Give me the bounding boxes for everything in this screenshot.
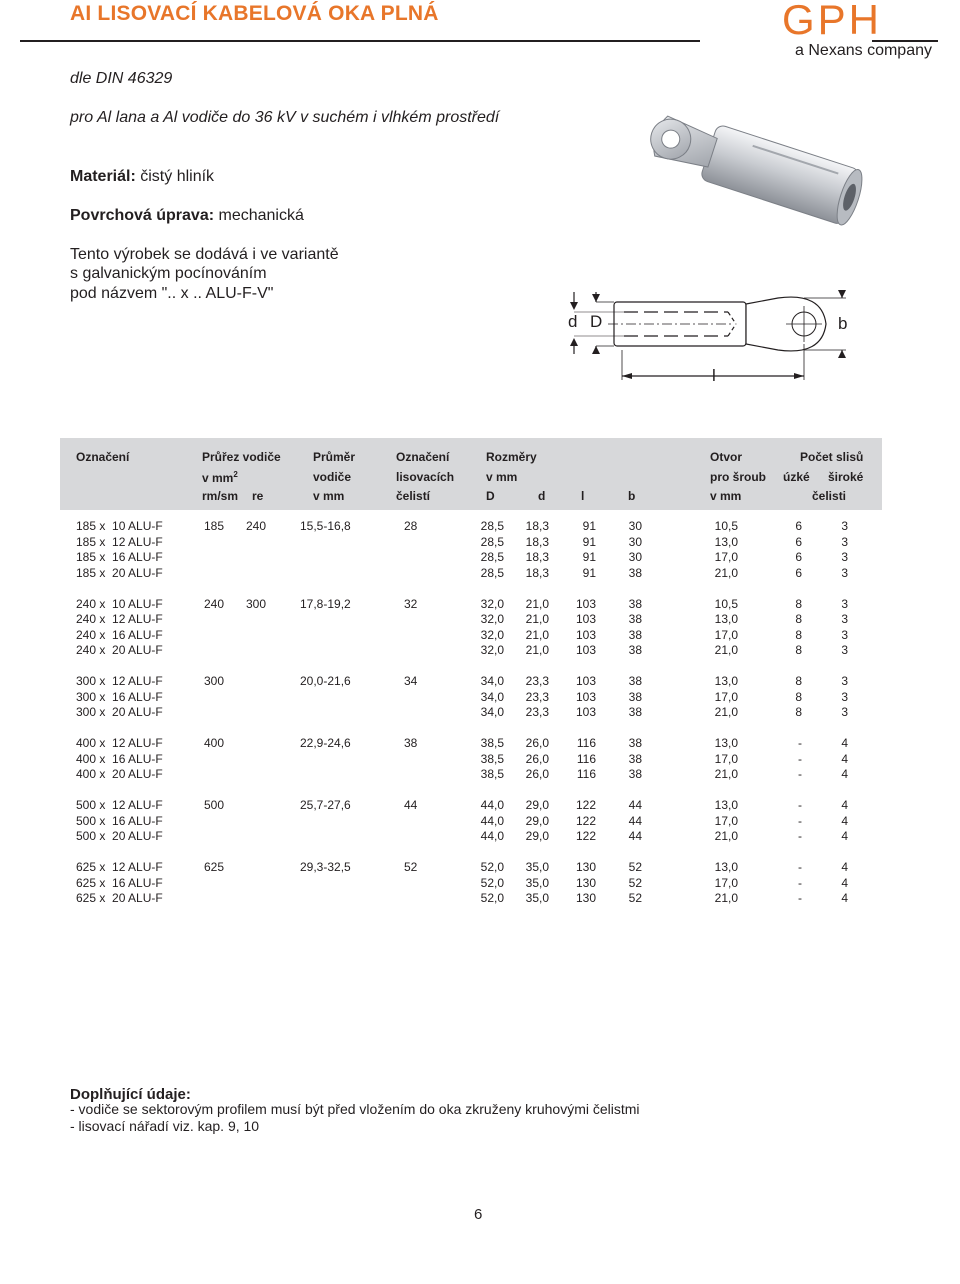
cell-name: 240 x 10 ALU-F — [76, 596, 163, 611]
cell-otvor: 21,0 — [714, 705, 738, 719]
cell-l: 103 — [575, 627, 596, 642]
cell-d: 26,0 — [525, 736, 549, 750]
cell-rm: 300 — [204, 674, 225, 688]
cell-b: 44 — [628, 829, 642, 843]
cell-name: 500 x 16 ALU-F — [76, 813, 163, 828]
cell-b: 38 — [628, 596, 642, 611]
cell-name: 300 x 20 ALU-F — [76, 705, 163, 719]
cell-uzke: - — [798, 813, 802, 828]
cell-d: 35,0 — [525, 891, 549, 905]
cell-name: 185 x 16 ALU-F — [76, 550, 163, 564]
cell-siroke: 3 — [841, 519, 848, 533]
cell-b: 38 — [628, 736, 642, 750]
brand-tagline: a Nexans company — [795, 42, 932, 59]
cell-siroke: 4 — [841, 860, 848, 874]
cell-uzke: 8 — [795, 689, 802, 704]
cell-rm: 625 — [204, 860, 225, 874]
cell-l: 122 — [575, 829, 596, 843]
cell-celisti: 52 — [404, 860, 418, 874]
th-pocet-uzke: úzké — [783, 470, 810, 484]
cell-rm: 400 — [204, 736, 225, 750]
cell-l: 103 — [575, 674, 596, 688]
cell-d: 23,3 — [525, 705, 549, 719]
cell-siroke: 3 — [841, 534, 848, 549]
cell-otvor: 17,0 — [714, 627, 738, 642]
cell-d: 18,3 — [525, 534, 549, 549]
th-prurez-sup: 2 — [233, 470, 238, 479]
notes-heading: Doplňující údaje: — [70, 1086, 191, 1103]
cell-D: 38,5 — [480, 751, 504, 766]
cell-siroke: 4 — [841, 767, 848, 781]
cell-otvor: 17,0 — [714, 550, 738, 564]
cell-uzke: 8 — [795, 627, 802, 642]
cell-d: 18,3 — [525, 519, 549, 533]
drawing-svg — [560, 288, 860, 384]
cell-prumer: 15,5-16,8 — [300, 519, 351, 533]
th-pocet-3: čelisti — [812, 489, 847, 503]
th-rozmery: Rozměry — [486, 450, 537, 464]
cell-d: 35,0 — [525, 875, 549, 890]
label-b: b — [838, 314, 848, 333]
cell-celisti: 28 — [404, 519, 418, 533]
cell-uzke: 8 — [795, 612, 802, 626]
cell-otvor: 17,0 — [714, 689, 738, 704]
cell-name: 500 x 12 ALU-F — [76, 798, 163, 812]
th-pocet-siroke: široké — [828, 470, 864, 484]
label-d: d — [568, 312, 578, 331]
cell-name: 185 x 12 ALU-F — [76, 534, 163, 549]
cell-d: 23,3 — [525, 674, 549, 688]
page-title: AI LISOVACÍ KABELOVÁ OKA PLNÁ — [70, 2, 439, 25]
cell-otvor: 13,0 — [714, 860, 738, 874]
cell-uzke: - — [798, 875, 802, 890]
cell-b: 38 — [628, 705, 642, 719]
cell-d: 26,0 — [525, 767, 549, 781]
surface-label: Povrchová úprava: — [70, 207, 215, 224]
th-oznac-2: lisovacích — [396, 470, 455, 484]
cell-re: 300 — [246, 596, 267, 611]
brand-logo: GPH — [781, 0, 882, 43]
th-col-l: l — [581, 489, 585, 503]
material-line — [70, 168, 214, 186]
cell-l: 103 — [575, 705, 596, 719]
cell-celisti: 38 — [404, 736, 418, 750]
cell-l: 116 — [576, 736, 596, 750]
cell-otvor: 13,0 — [714, 798, 738, 812]
note-line-2: - lisovací nářadí viz. kap. 9, 10 — [70, 1118, 260, 1134]
cell-d: 29,0 — [525, 829, 549, 843]
th-re: re — [252, 489, 264, 503]
cell-D: 28,5 — [480, 519, 504, 533]
cell-name: 240 x 20 ALU-F — [76, 643, 163, 657]
cell-name: 240 x 16 ALU-F — [76, 627, 163, 642]
label-l: l — [712, 366, 716, 385]
cell-D: 44,0 — [480, 813, 504, 828]
cell-d: 18,3 — [525, 565, 549, 580]
cell-celisti: 34 — [404, 674, 418, 688]
th-otvor-2: pro šroub — [710, 470, 766, 484]
cell-b: 52 — [628, 891, 642, 905]
cell-uzke: 8 — [795, 643, 802, 657]
cell-D: 34,0 — [480, 705, 504, 719]
cell-b: 38 — [628, 627, 642, 642]
cell-uzke: - — [798, 891, 802, 905]
th-oznac-3: čelistí — [396, 489, 431, 503]
cell-siroke: 4 — [841, 751, 848, 766]
cell-celisti: 32 — [404, 596, 418, 611]
cell-b: 30 — [628, 519, 642, 533]
cell-b: 52 — [628, 875, 642, 890]
variant-line-1: Tento výrobek se dodává i ve variantě — [70, 246, 339, 263]
brand — [702, 0, 932, 64]
cell-D: 32,0 — [480, 596, 504, 611]
cell-siroke: 3 — [841, 612, 848, 626]
cable-lug-photo — [636, 98, 864, 236]
cell-d: 26,0 — [525, 751, 549, 766]
cell-b: 52 — [628, 860, 642, 874]
cell-l: 91 — [582, 519, 596, 533]
surface-value: mechanická — [214, 207, 304, 224]
cell-name: 500 x 20 ALU-F — [76, 829, 163, 843]
cell-siroke: 3 — [841, 674, 848, 688]
variant-line-3: pod názvem ".. x .. ALU-F-V" — [70, 285, 274, 302]
cell-b: 30 — [628, 550, 642, 564]
cell-d: 29,0 — [525, 798, 549, 812]
cell-uzke: 6 — [795, 565, 802, 580]
cell-D: 44,0 — [480, 829, 504, 843]
cell-name: 300 x 16 ALU-F — [76, 689, 163, 704]
cell-uzke: - — [798, 860, 802, 874]
cell-D: 52,0 — [480, 875, 504, 890]
th-prurez: Průřez vodiče — [202, 450, 281, 464]
cell-l: 130 — [575, 891, 596, 905]
cell-D: 32,0 — [480, 643, 504, 657]
cell-otvor: 13,0 — [714, 674, 738, 688]
surface-line — [70, 207, 304, 225]
cell-uzke: - — [798, 829, 802, 843]
th-prurez-unit — [202, 470, 238, 485]
cell-l: 122 — [575, 813, 596, 828]
cell-siroke: 3 — [841, 643, 848, 657]
cell-name: 240 x 12 ALU-F — [76, 612, 163, 626]
th-pocet: Počet slisů — [800, 450, 864, 464]
th-col-d: d — [538, 489, 546, 503]
cell-d: 29,0 — [525, 813, 549, 828]
technical-drawing — [560, 288, 860, 384]
th-oznaceni: Označení — [76, 450, 130, 464]
cell-l: 116 — [576, 767, 596, 781]
cell-name: 625 x 16 ALU-F — [76, 875, 163, 890]
th-otvor: Otvor — [710, 450, 743, 464]
cell-d: 23,3 — [525, 689, 549, 704]
cell-uzke: - — [798, 736, 802, 750]
th-rm: rm/sm — [202, 489, 239, 503]
cell-otvor: 10,5 — [714, 519, 738, 533]
th-oznac: Označení — [396, 450, 450, 464]
cell-siroke: 3 — [841, 550, 848, 564]
th-prurez-unit-text: v mm — [202, 471, 234, 485]
cell-uzke: 8 — [795, 596, 802, 611]
cell-D: 28,5 — [480, 534, 504, 549]
cell-D: 34,0 — [480, 689, 504, 704]
cell-siroke: 3 — [841, 627, 848, 642]
th-rozmery-2: v mm — [486, 470, 518, 484]
cell-uzke: 6 — [795, 550, 802, 564]
cell-prumer: 20,0-21,6 — [300, 674, 351, 688]
cell-siroke: 4 — [841, 891, 848, 905]
cell-name: 400 x 20 ALU-F — [76, 767, 163, 781]
cell-D: 38,5 — [480, 736, 504, 750]
cell-b: 38 — [628, 689, 642, 704]
cell-b: 38 — [628, 674, 642, 688]
cell-l: 91 — [582, 565, 596, 580]
cell-siroke: 4 — [841, 813, 848, 828]
cell-l: 130 — [575, 860, 596, 874]
cell-l: 103 — [575, 643, 596, 657]
cell-name: 625 x 20 ALU-F — [76, 891, 163, 905]
cell-otvor: 13,0 — [714, 534, 738, 549]
cell-b: 44 — [628, 798, 642, 812]
cell-uzke: - — [798, 767, 802, 781]
th-prumer: Průměr — [313, 450, 356, 464]
cell-name: 625 x 12 ALU-F — [76, 860, 163, 874]
cell-b: 38 — [628, 751, 642, 766]
cell-l: 130 — [575, 875, 596, 890]
material-label: Materiál: — [70, 168, 136, 185]
cell-uzke: 6 — [795, 519, 802, 533]
cell-uzke: 8 — [795, 705, 802, 719]
cell-otvor: 17,0 — [714, 813, 738, 828]
cell-prumer: 22,9-24,6 — [300, 736, 351, 750]
cell-otvor: 21,0 — [714, 565, 738, 580]
cell-celisti: 44 — [404, 798, 418, 812]
cell-prumer: 25,7-27,6 — [300, 798, 351, 812]
note-line-1: - vodiče se sektorovým profilem musí být před vložením do oka zkruženy kruhovými čelistmi — [70, 1101, 640, 1117]
cell-d: 35,0 — [525, 860, 549, 874]
usage-text: pro Al lana a Al vodiče do 36 kV v suchém i vlhkém prostředí — [70, 109, 500, 126]
cell-otvor: 17,0 — [714, 875, 738, 890]
cell-siroke: 3 — [841, 689, 848, 704]
cell-name: 400 x 16 ALU-F — [76, 751, 163, 766]
cell-l: 91 — [582, 534, 596, 549]
cell-otvor: 17,0 — [714, 751, 738, 766]
cell-d: 21,0 — [525, 596, 549, 611]
cell-b: 38 — [628, 767, 642, 781]
cell-l: 103 — [575, 596, 596, 611]
cell-D: 28,5 — [480, 550, 504, 564]
cell-otvor: 21,0 — [714, 891, 738, 905]
variant-line-2: s galvanickým pocínováním — [70, 265, 267, 282]
cell-uzke: 8 — [795, 674, 802, 688]
cell-rm: 185 — [204, 519, 225, 533]
cell-l: 103 — [575, 689, 596, 704]
cell-otvor: 13,0 — [714, 736, 738, 750]
th-col-D: D — [486, 489, 495, 503]
cell-d: 18,3 — [525, 550, 549, 564]
cell-b: 38 — [628, 565, 642, 580]
cell-rm: 500 — [204, 798, 225, 812]
cell-prumer: 17,8-19,2 — [300, 596, 351, 611]
cell-otvor: 10,5 — [714, 596, 738, 611]
cell-otvor: 21,0 — [714, 767, 738, 781]
cell-rm: 240 — [204, 596, 225, 611]
th-prumer-2: vodiče — [313, 470, 352, 484]
cell-uzke: 6 — [795, 534, 802, 549]
cell-siroke: 4 — [841, 736, 848, 750]
cell-otvor: 21,0 — [714, 829, 738, 843]
cell-re: 240 — [246, 519, 267, 533]
cell-D: 32,0 — [480, 627, 504, 642]
cell-name: 300 x 12 ALU-F — [76, 674, 163, 688]
standard-text: dle DIN 46329 — [70, 70, 173, 87]
cell-siroke: 3 — [841, 596, 848, 611]
cell-prumer: 29,3-32,5 — [300, 860, 351, 874]
cell-D: 52,0 — [480, 860, 504, 874]
cell-siroke: 4 — [841, 875, 848, 890]
cell-siroke: 4 — [841, 829, 848, 843]
cell-D: 44,0 — [480, 798, 504, 812]
cell-l: 91 — [582, 550, 596, 564]
cell-siroke: 4 — [841, 798, 848, 812]
cell-b: 38 — [628, 643, 642, 657]
page-number: 6 — [474, 1206, 483, 1223]
cell-uzke: - — [798, 798, 802, 812]
cell-d: 21,0 — [525, 627, 549, 642]
th-col-b: b — [628, 489, 636, 503]
cell-siroke: 3 — [841, 705, 848, 719]
th-prumer-3: v mm — [313, 489, 345, 503]
cell-b: 38 — [628, 612, 642, 626]
cell-D: 32,0 — [480, 612, 504, 626]
cell-name: 185 x 20 ALU-F — [76, 565, 163, 580]
cell-b: 44 — [628, 813, 642, 828]
cell-l: 116 — [576, 751, 596, 766]
cell-l: 122 — [575, 798, 596, 812]
cell-name: 400 x 12 ALU-F — [76, 736, 163, 750]
cell-l: 103 — [575, 612, 596, 626]
cell-d: 21,0 — [525, 643, 549, 657]
cell-siroke: 3 — [841, 565, 848, 580]
cell-D: 28,5 — [480, 565, 504, 580]
th-otvor-3: v mm — [710, 489, 742, 503]
cell-D: 34,0 — [480, 674, 504, 688]
header-rule-left — [20, 40, 700, 42]
cell-b: 30 — [628, 534, 642, 549]
cell-otvor: 21,0 — [714, 643, 738, 657]
cell-otvor: 13,0 — [714, 612, 738, 626]
cell-uzke: - — [798, 751, 802, 766]
cell-D: 38,5 — [480, 767, 504, 781]
material-value: čistý hliník — [135, 168, 215, 185]
cell-d: 21,0 — [525, 612, 549, 626]
label-D: D — [590, 312, 603, 331]
cell-name: 185 x 10 ALU-F — [76, 519, 163, 533]
cell-D: 52,0 — [480, 891, 504, 905]
